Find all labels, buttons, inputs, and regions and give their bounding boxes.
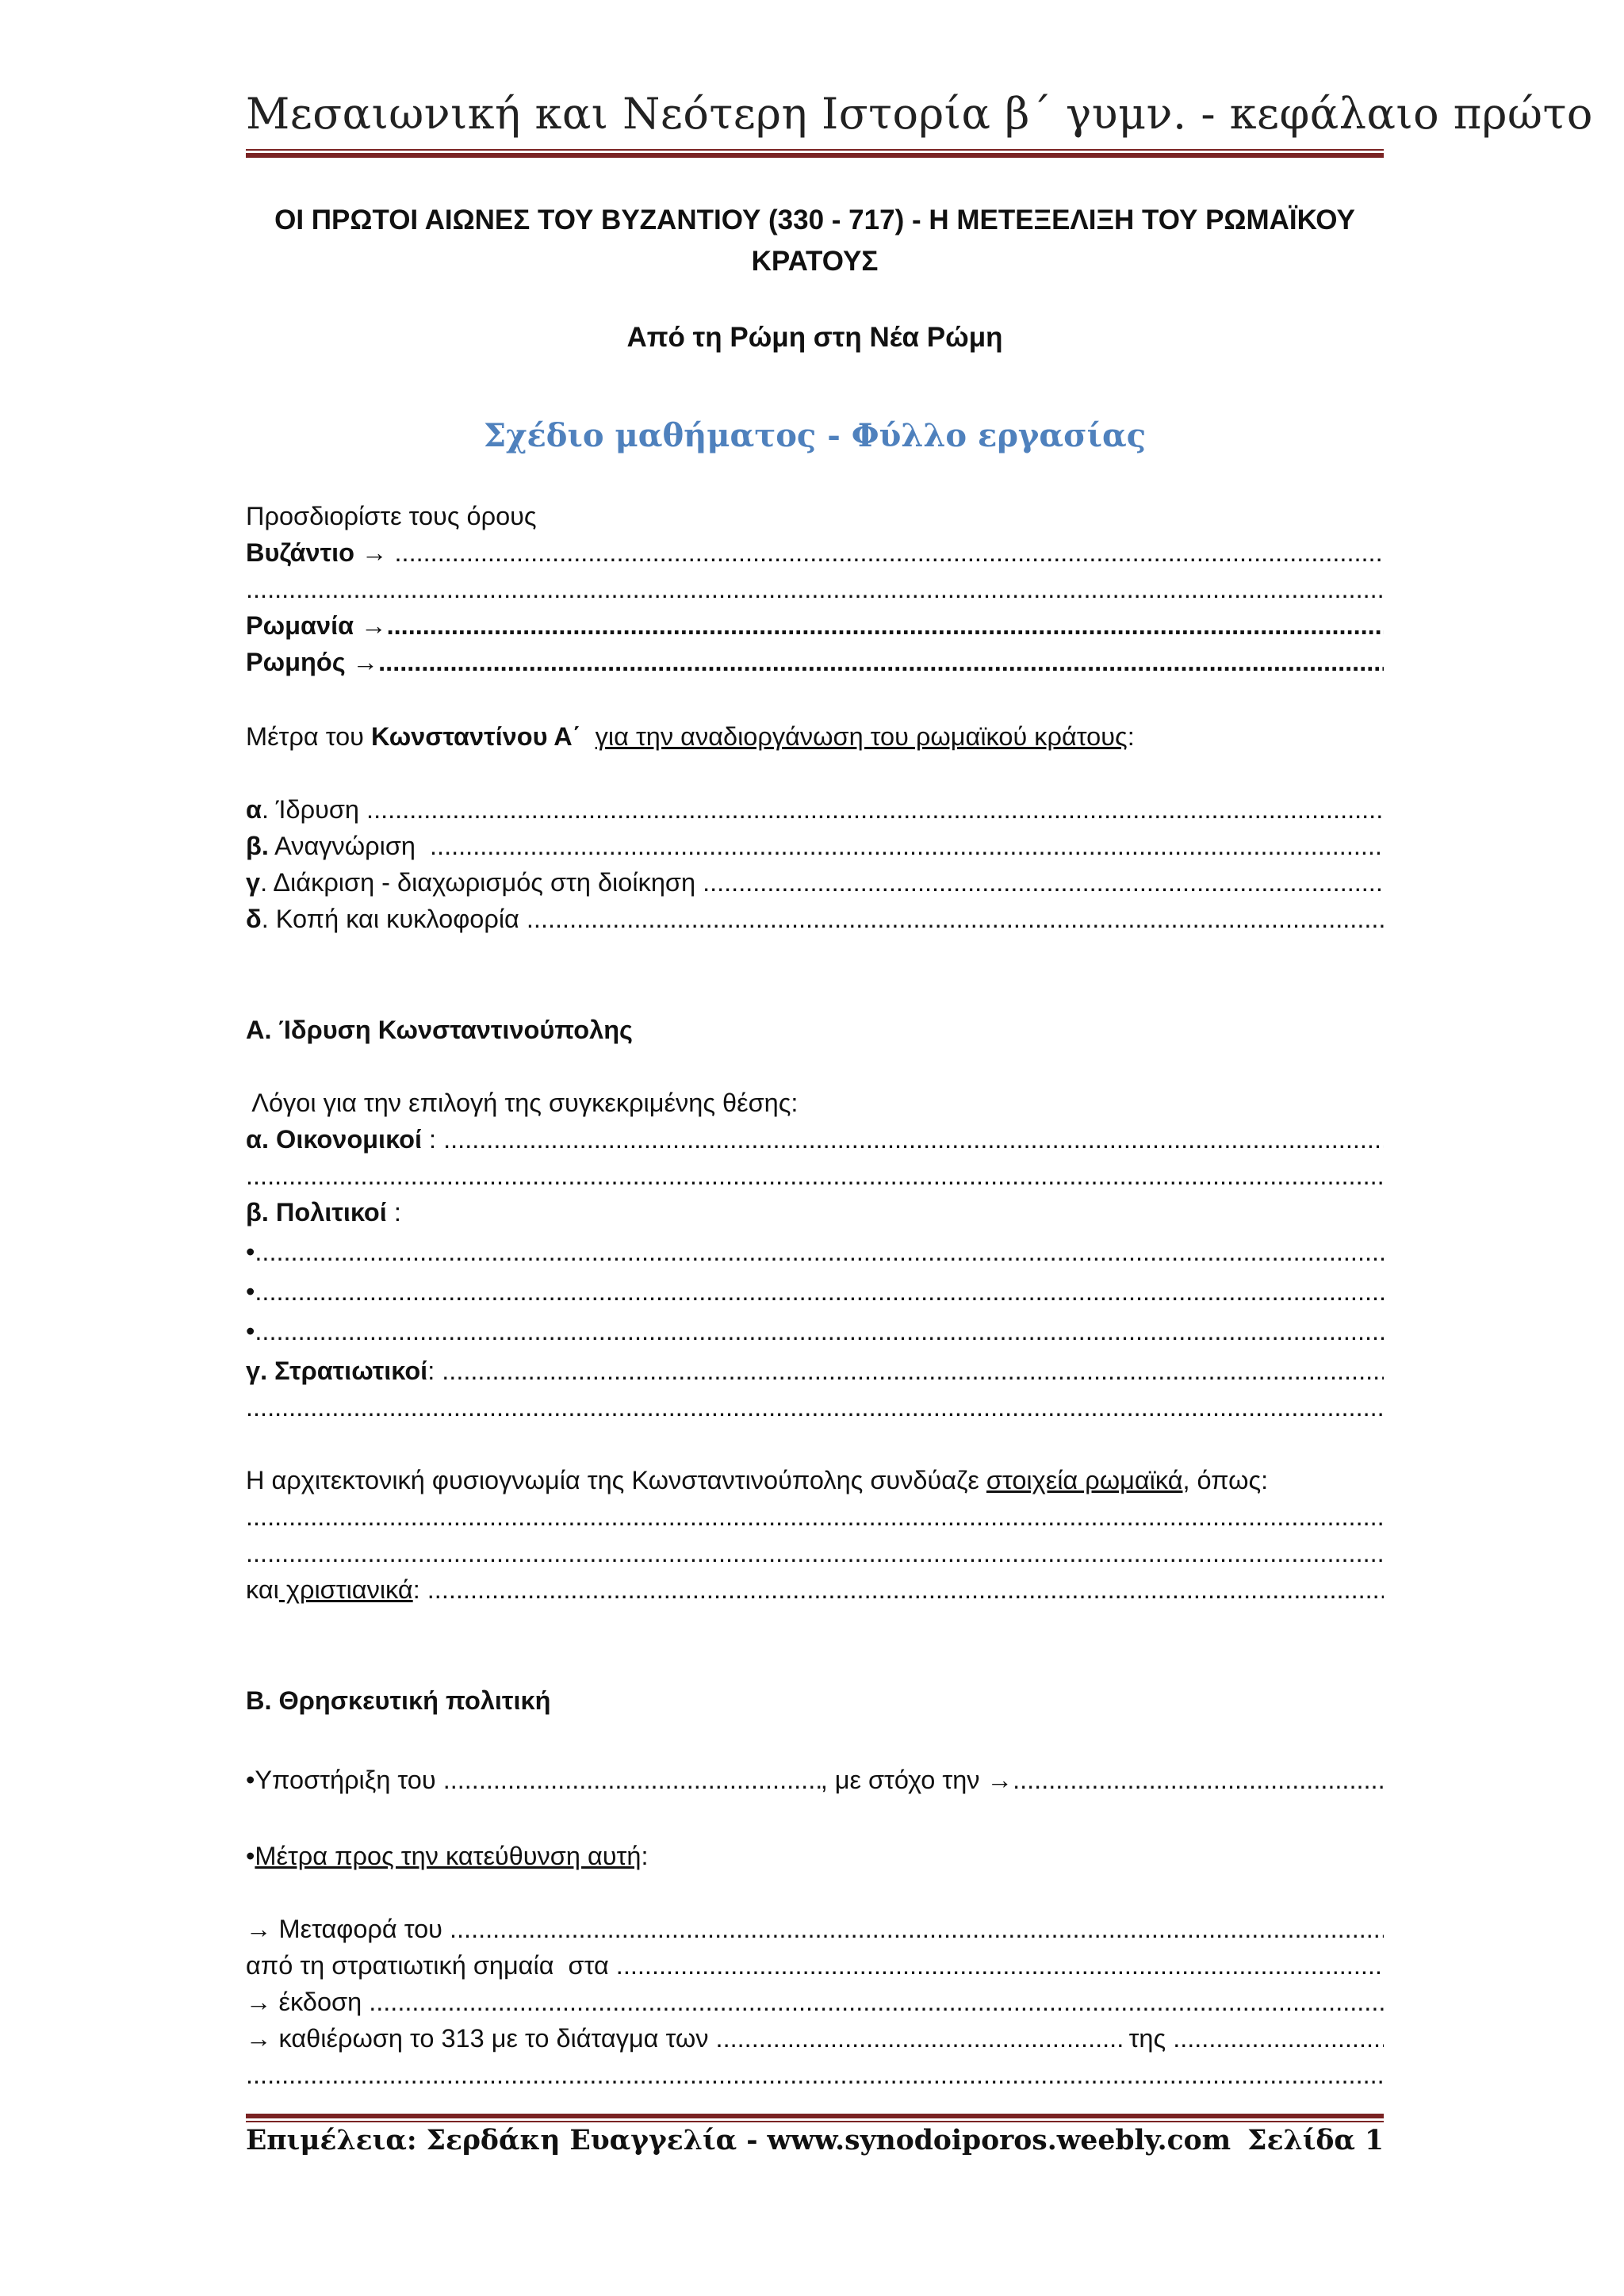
section-a-heading: Α. Ίδρυση Κωνσταντινούπολης <box>246 1016 633 1044</box>
measure-a-row: α . Ίδρυση ..... <box>246 791 1384 828</box>
answer-blank[interactable] <box>369 1984 1384 2020</box>
answer-blank[interactable] <box>1173 2020 1384 2057</box>
political-bullet-2: • ..... <box>246 1273 1384 1310</box>
answer-blank[interactable] <box>430 828 1384 864</box>
answer-blank[interactable] <box>395 534 1384 571</box>
term-romania-label: Ρωμανία → <box>246 611 387 640</box>
political-bullet-3: • ..... <box>246 1313 1384 1349</box>
answer-blank[interactable] <box>616 1947 1384 1984</box>
header-rule-thick <box>246 153 1384 158</box>
answer-blank[interactable] <box>246 1158 1384 1194</box>
answer-blank[interactable] <box>442 1353 1384 1389</box>
answer-blank[interactable] <box>246 571 1384 607</box>
term-byzantio-label: Βυζάντιο → <box>246 538 388 567</box>
page-footer <box>246 2125 1384 2169</box>
measure-c-row: γ . Διάκριση - διαχωρισμός στη διοίκηση ..... <box>246 864 1384 901</box>
answer-blank[interactable] <box>255 1234 1384 1270</box>
flag-row: από τη στρατιωτική σημαία στα ..... <box>246 1947 1384 1984</box>
answer-blank[interactable] <box>255 1273 1384 1310</box>
running-header: Μεσαιωνική και Νεότερη Ιστορία β΄ γυμν. - κεφάλαιο πρώτο <box>246 89 1593 139</box>
reorganization-phrase: για την αναδιοργάνωση του ρωμαϊκού κράτους <box>595 722 1128 751</box>
measures-direction-row: •Μέτρα προς την κατεύθυνση αυτή: <box>246 1842 649 1870</box>
footer-rule-thin <box>246 2121 1384 2122</box>
christian-elements-phrase: χριστιανικά <box>278 1575 413 1604</box>
section-b-heading: Β. Θρησκευτική πολιτική <box>246 1686 551 1715</box>
footer-credit: Επιμέλεια: Σερδάκη Ευαγγελία - www.synodoiporos.weebly.com <box>246 2125 1231 2156</box>
transfer-row: → Μεταφορά του ..... <box>246 1911 1384 1947</box>
answer-blank[interactable] <box>378 644 1384 680</box>
main-title-line2: ΚΡΑΤΟΥΣ <box>751 246 879 277</box>
edict-continuation <box>246 2057 1384 2093</box>
measures-intro: Μέτρα του Κωνσταντίνου Α΄ για την αναδιοργάνωση του ρωμαϊκού κράτους: <box>246 722 1135 751</box>
issue-row: → έκδοση ..... <box>246 1984 1384 2020</box>
term-romania-row <box>246 607 1384 644</box>
answer-blank[interactable] <box>427 1571 1384 1608</box>
answer-blank[interactable] <box>246 1535 1384 1571</box>
term-byzantio-row <box>246 534 1384 571</box>
christian-row: και χριστιανικά : ..... <box>246 1571 1384 1608</box>
reasons-intro: Λόγοι για την επιλογή της συγκεκριμένης θέσης: <box>246 1089 799 1117</box>
main-title-line1: ΟΙ ΠΡΩΤΟΙ ΑΙΩΝΕΣ ΤΟΥ ΒΥΖΑΝΤΙΟΥ (330 - 717) - Η ΜΕΤΕΞΕΛΙΞΗ ΤΟΥ ΡΩΜΑΪΚΟΥ <box>274 205 1355 235</box>
answer-blank[interactable] <box>443 1121 1384 1158</box>
economic-continuation <box>246 1158 1384 1194</box>
measure-d-row: δ . Κοπή και κυκλοφορία ..... <box>246 901 1384 937</box>
term-romios-label: Ρωμηός → <box>246 648 379 676</box>
edict-row: → καθιέρωση το 313 με το διάταγμα των ..... της ..... <box>246 2020 1384 2057</box>
worksheet-title: Σχέδιο μαθήματος - Φύλλο εργασίας <box>483 417 1147 454</box>
military-row: γ. Στρατιωτικοί : ..... <box>246 1353 1384 1389</box>
answer-blank[interactable] <box>255 1313 1384 1349</box>
answer-blank[interactable] <box>527 901 1384 937</box>
answer-blank[interactable] <box>1013 1762 1384 1798</box>
support-row: •Υποστήριξη του ..... , με στόχο την → ..... <box>246 1762 1384 1798</box>
measure-b-row: β. Αναγνώριση ..... <box>246 828 1384 864</box>
architecture-intro: Η αρχιτεκτονική φυσιογνωμία της Κωνσταντινούπολης συνδύαζε στοιχεία ρωμαϊκά, όπως: <box>246 1466 1269 1494</box>
architecture-blank-2 <box>246 1535 1384 1571</box>
answer-blank[interactable] <box>246 1498 1384 1535</box>
answer-blank[interactable] <box>246 1389 1384 1425</box>
roman-elements-phrase: στοιχεία ρωμαϊκά <box>986 1466 1183 1494</box>
term-romios-row <box>246 644 1384 680</box>
answer-blank[interactable] <box>450 1911 1384 1947</box>
answer-blank[interactable] <box>366 791 1384 828</box>
measures-direction-phrase: Μέτρα προς την κατεύθυνση αυτή <box>255 1842 642 1870</box>
military-continuation <box>246 1389 1384 1425</box>
answer-blank[interactable] <box>703 864 1384 901</box>
economic-row: α. Οικονομικοί : ..... <box>246 1121 1384 1158</box>
term-byzantio-continuation <box>246 571 1384 607</box>
political-row: β. Πολιτικοί : <box>246 1198 401 1226</box>
header-rule-thin <box>246 149 1384 151</box>
page-number: Σελίδα 1 <box>1247 2125 1384 2156</box>
subtitle: Από τη Ρώμη στη Νέα Ρώμη <box>626 322 1003 353</box>
answer-blank[interactable] <box>246 2057 1384 2093</box>
answer-blank[interactable] <box>443 1762 821 1798</box>
footer-rule-thick <box>246 2114 1384 2118</box>
architecture-blank-1 <box>246 1498 1384 1535</box>
answer-blank[interactable] <box>716 2020 1122 2057</box>
terms-intro: Προσδιορίστε τους όρους <box>246 502 537 530</box>
answer-blank[interactable] <box>387 607 1384 644</box>
political-bullet-1: • ..... <box>246 1234 1384 1270</box>
constantine-name: Κωνσταντίνου Α΄ <box>370 722 581 751</box>
